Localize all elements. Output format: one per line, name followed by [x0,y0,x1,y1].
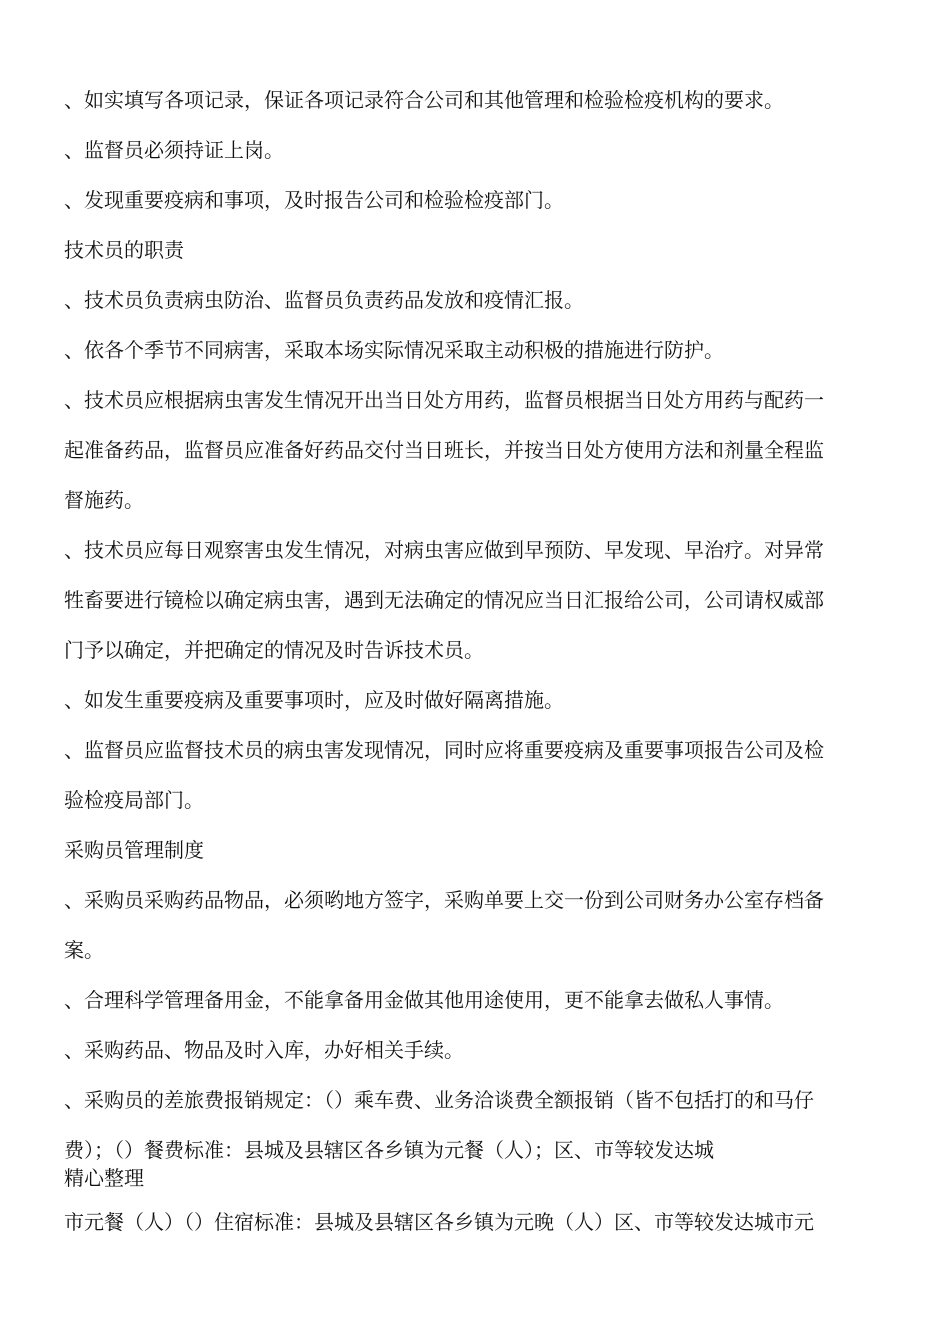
section-heading-technician-duties: 技术员的职责 [64,238,184,262]
paragraph-reserve-fund: 、合理科学管理备用金，不能拿备用金做其他用途使用，更不能拿去做私人事情。 [64,988,784,1012]
paragraph-prescription-line-2: 起准备药品，监督员应准备好药品交付当日班长，并按当日处方使用方法和剂量全程监 [64,438,824,462]
watermark-text: 精心整理 [64,1166,144,1190]
paragraph-prescription-line-3: 督施药。 [64,488,144,512]
section-heading-purchaser-rules: 采购员管理制度 [64,838,204,862]
paragraph-daily-observation-line-1: 、技术员应每日观察害虫发生情况，对病虫害应做到早预防、早发现、早治疗。对异常 [64,538,824,562]
paragraph-travel-expense-line-2: 费）；（）餐费标准：县城及县辖区各乡镇为元餐（人）；区、市等较发达城 [64,1138,714,1162]
paragraph-travel-expense-line-3: 市元餐（人）（）住宿标准：县城及县辖区各乡镇为元晚（人）区、市等较发达城市元 [64,1210,814,1234]
paragraph-isolation-measures: 、如发生重要疫病及重要事项时，应及时做好隔离措施。 [64,688,564,712]
paragraph-supervision-line-1: 、监督员应监督技术员的病虫害发现情况，同时应将重要疫病及重要事项报告公司及检 [64,738,824,762]
paragraph-supervision-line-2: 验检疫局部门。 [64,788,204,812]
paragraph-daily-observation-line-3: 门予以确定，并把确定的情况及时告诉技术员。 [64,638,484,662]
paragraph-technician-pest-control: 、技术员负责病虫防治、监督员负责药品发放和疫情汇报。 [64,288,584,312]
paragraph-certified-supervisor: 、监督员必须持证上岗。 [64,138,284,162]
paragraph-report-disease: 、发现重要疫病和事项，及时报告公司和检验检疫部门。 [64,188,564,212]
paragraph-purchase-signature-line-2: 案。 [64,938,104,962]
paragraph-travel-expense-line-1: 、采购员的差旅费报销规定：（）乘车费、业务洽谈费全额报销（皆不包括打的和马仔 [64,1088,814,1112]
paragraph-purchase-signature-line-1: 、采购员采购药品物品，必须哟地方签字，采购单要上交一份到公司财务办公室存档备 [64,888,824,912]
paragraph-daily-observation-line-2: 牲畜要进行镜检以确定病虫害，遇到无法确定的情况应当日汇报给公司，公司请权威部 [64,588,824,612]
paragraph-seasonal-protection: 、依各个季节不同病害，采取本场实际情况采取主动积极的措施进行防护。 [64,338,724,362]
paragraph-prescription-line-1: 、技术员应根据病虫害发生情况开出当日处方用药，监督员根据当日处方用药与配药一 [64,388,824,412]
paragraph-warehouse-entry: 、采购药品、物品及时入库，办好相关手续。 [64,1038,464,1062]
paragraph-record-requirements: 、如实填写各项记录，保证各项记录符合公司和其他管理和检验检疫机构的要求。 [64,88,784,112]
